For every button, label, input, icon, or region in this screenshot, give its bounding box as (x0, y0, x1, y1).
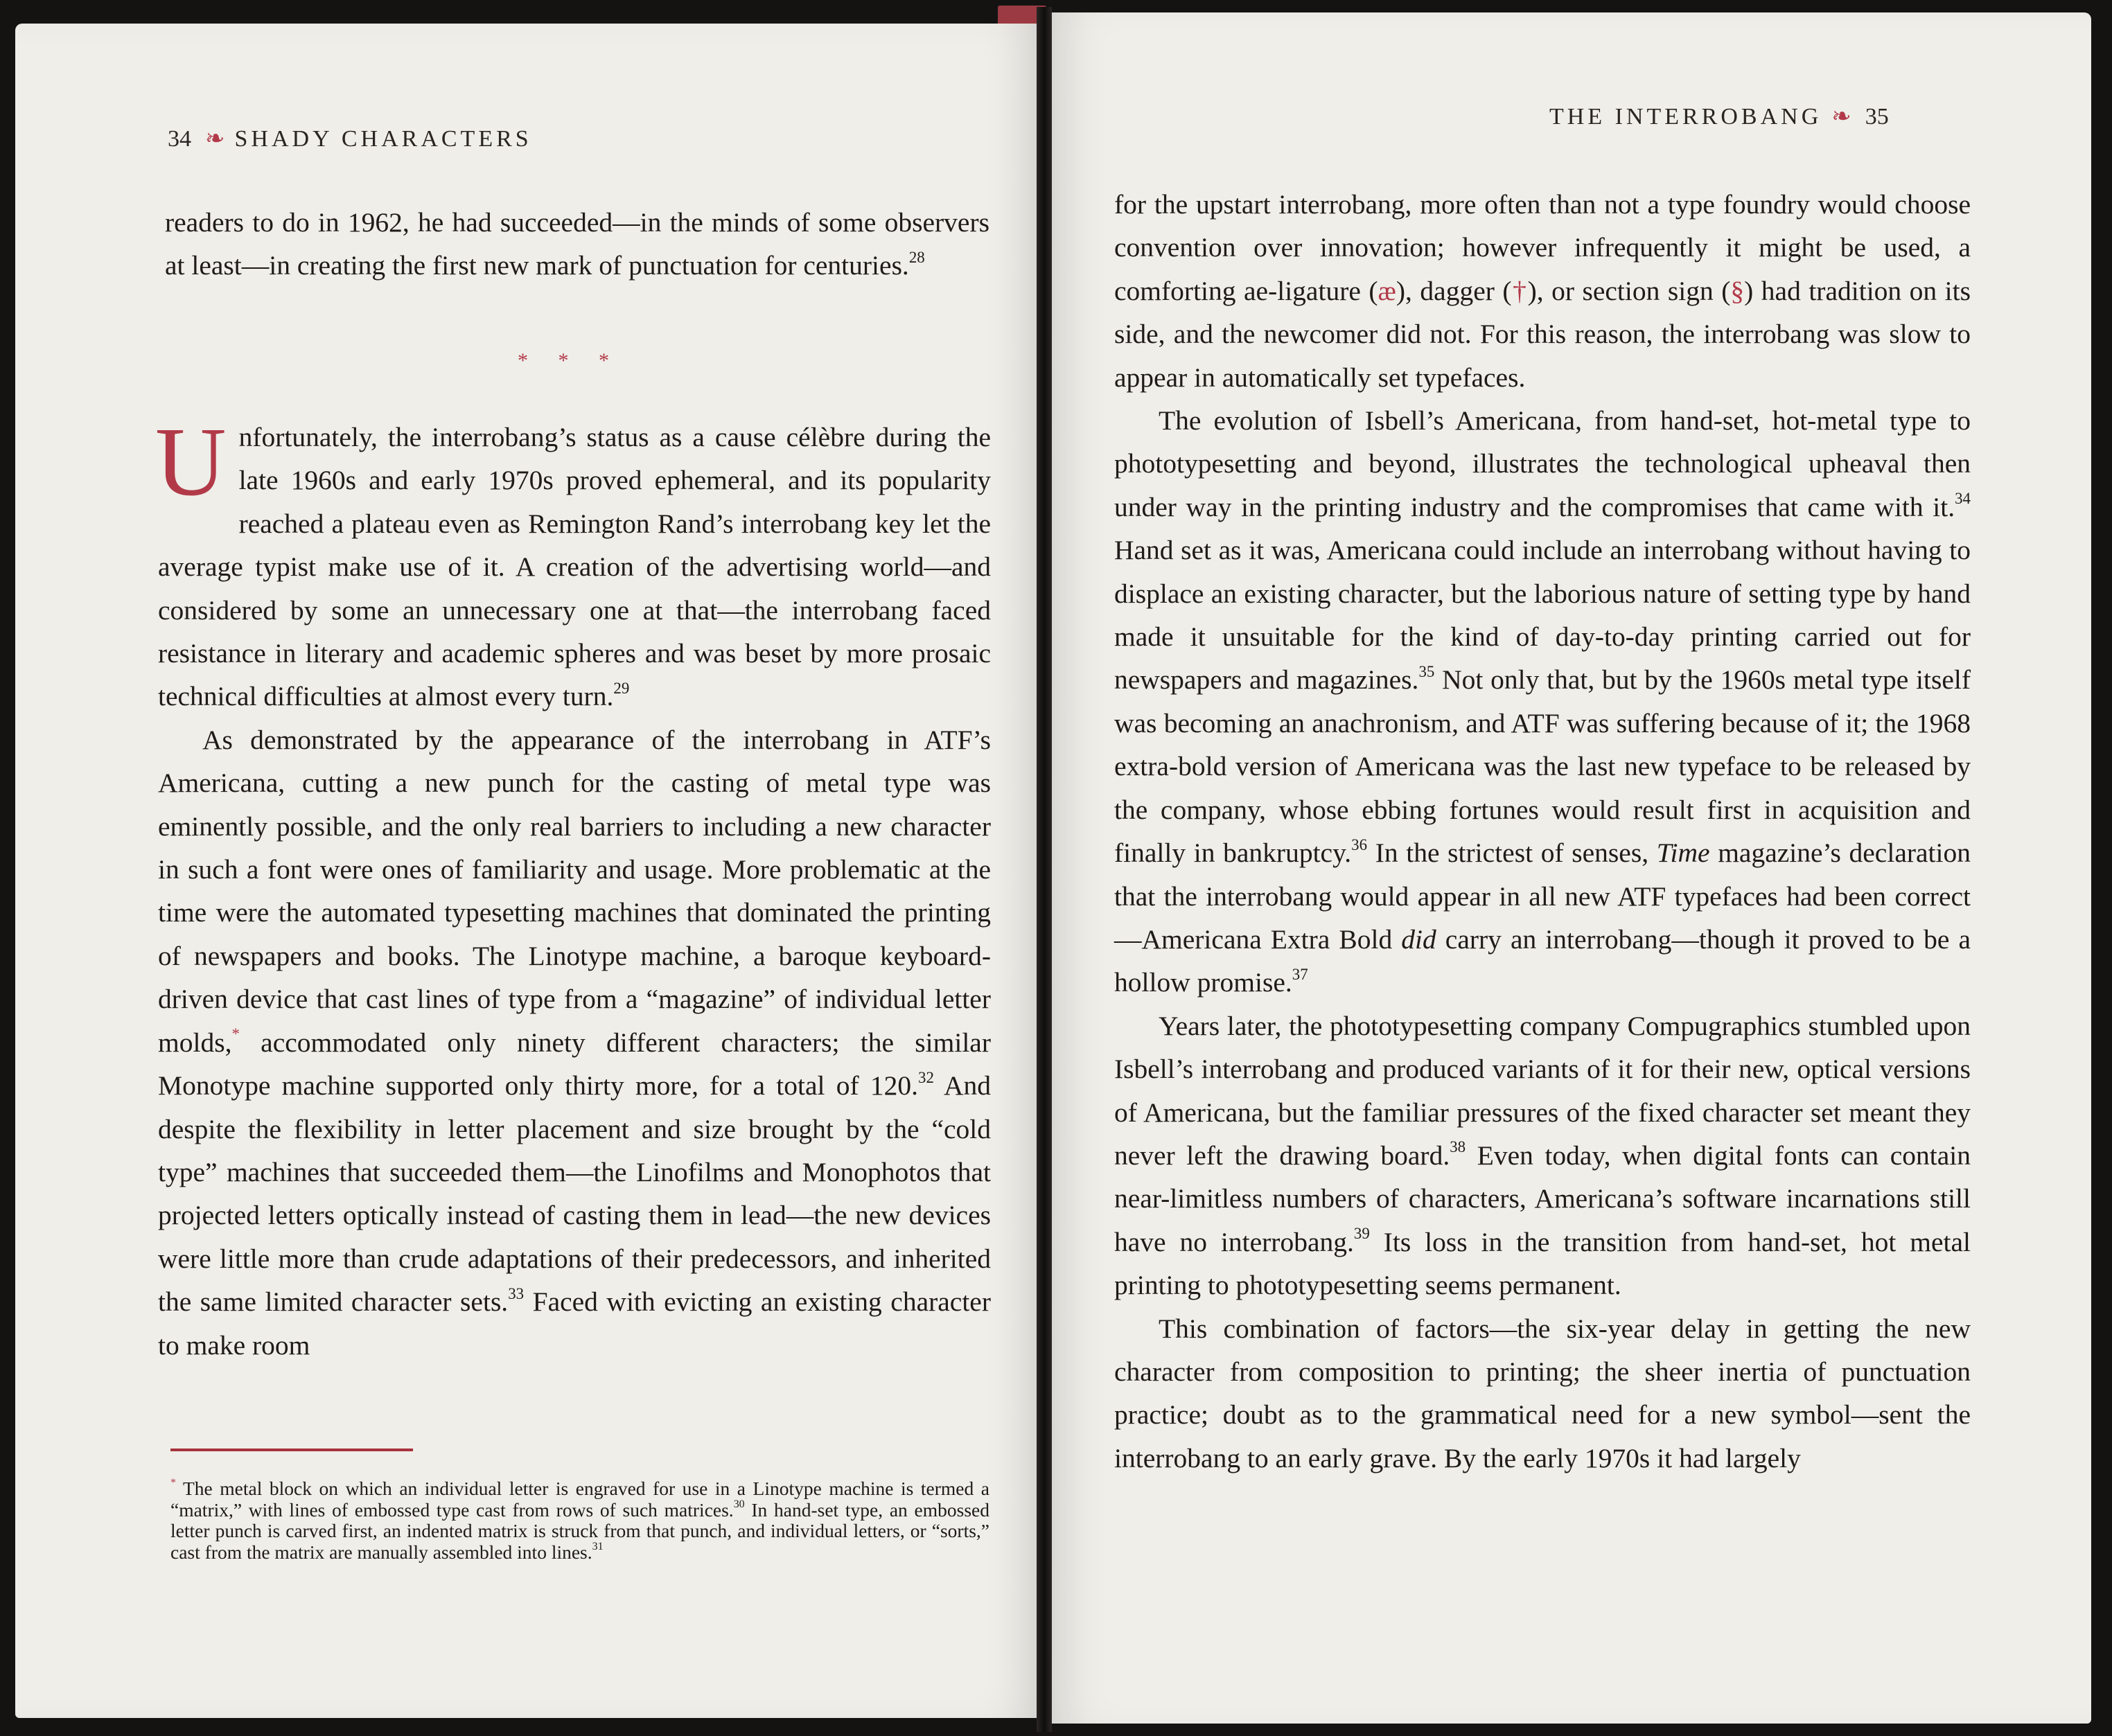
paragraph-text: accommodated only ninety different characters; the similar Monotype machine supported only thirty more, for a total of 120. (158, 1027, 991, 1101)
left-page (15, 24, 1048, 1718)
fleuron-icon: ❧ (1831, 104, 1851, 130)
paragraph-text: Its loss in the transition from hand-set, hot metal printing to phototypesetting seems permanent. (1114, 1226, 1971, 1301)
drop-cap: U (155, 407, 227, 516)
note-ref: 29 (613, 679, 630, 697)
paragraph-text: magazine’s declaration that the interrobang would appear in all new ATF typefaces had been correct—Americana Extra Bold (1114, 838, 1971, 955)
paragraph-text: And despite the flexibility in letter placement and size brought by the “cold type” machines that succeeded them—the Linofilms and Monophotos that projected letters optically instead of casting them in lead—the new devices were little more than crude adaptations of their predecessors, and inherited the same limited character sets. (158, 1070, 991, 1318)
paragraph-text: for the upstart interrobang, more often than not a type foundry would choose convention over innovation; however infrequently it might be used, a comforting ae-ligature ( (1114, 189, 1971, 306)
note-ref: 28 (908, 248, 925, 266)
paragraph-text: Years later, the phototypesetting company Compugraphics stumbled upon Isbell’s interrobang and produced variants of it for their new, optical versions of Americana, but the familiar pressures of the fixed character set meant they never left the drawing board. (1114, 1010, 1971, 1171)
paragraph (155, 407, 991, 718)
paragraph-text: carry an interrobang—though it proved to be a hollow promise. (1114, 923, 1971, 998)
footnote-marker: * (170, 1477, 176, 1489)
italic-did: did (1401, 923, 1436, 955)
paragraph-text: Even today, when digital fonts can contain near-limitless numbers of characters, Americana’s software incarnations still have no interrobang. (1114, 1140, 1971, 1257)
paragraph-text: Hand set as it was, Americana could include an interrobang without having to displace an existing character, but the laborious nature of setting type by hand made it unsuitable for the kind of day-to-day printing carried out for newspapers and magazines. (1114, 535, 1971, 696)
note-ref: 36 (1351, 835, 1368, 853)
footnote-text: In hand-set type, an embossed letter punch is carved first, an indented matrix is struck from that punch, and individual letters, or “sorts,” cast from the matrix are manually assembled into lines. (170, 1498, 989, 1563)
footnote-text: The metal block on which an individual letter is engraved for use in a Linotype machine is termed a “matrix,” with lines of embossed type cast from rows of such matrices. (170, 1478, 989, 1521)
note-ref: 38 (1450, 1138, 1466, 1156)
right-page (1044, 12, 2091, 1724)
paragraph (158, 718, 991, 1367)
left-running-head (164, 125, 532, 152)
dagger-glyph: † (1511, 275, 1528, 306)
paragraph (1114, 1004, 1971, 1307)
footnote-rule (170, 1449, 413, 1451)
running-title: THE INTERROBANG (1549, 104, 1822, 130)
note-ref: 37 (1292, 965, 1308, 983)
ae-ligature-glyph: æ (1378, 275, 1396, 306)
footnote (170, 1478, 989, 1563)
paragraph (1114, 399, 1971, 1004)
page-number: 35 (1865, 104, 1889, 130)
paragraph-text: In the strictest of senses, (1367, 838, 1657, 869)
section-break: * * * (518, 349, 622, 372)
note-ref: 33 (508, 1284, 525, 1302)
right-running-head (1549, 103, 1893, 130)
paragraph-text: ), dagger ( (1396, 275, 1512, 306)
italic-time: Time (1656, 838, 1710, 869)
paragraph-text: Not only that, but by the 1960s metal type itself was becoming an anachronism, and ATF was suffering because of it; the 1968 extra-bold version of Americana was the last new typeface to be released by the company, whose ebbing fortunes would result first in acquisition and finally in bankruptcy. (1114, 664, 1971, 869)
paragraph-text: Faced with evicting an existing character to make room (158, 1286, 991, 1361)
paragraph-text: As demonstrated by the appearance of the interrobang in ATF’s Americana, cutting a new punch for the casting of metal type was eminently possible, and the only real barriers to including a new character in such a font were ones of familiarity and usage. More problematic at the time were the automated typesetting machines that dominated the printing of newspapers and books. The Linotype machine, a baroque keyboard-driven device that cast lines of type from a “magazine” of individual letter molds, (158, 724, 991, 1058)
note-ref: 35 (1418, 662, 1435, 680)
paragraph (1114, 1307, 1971, 1480)
note-ref: 32 (918, 1068, 934, 1086)
paragraph-text: This combination of factors—the six-year delay in getting the new character from composition to printing; the sheer inertia of punctuation practice; doubt as to the grammatical need for a new symbol—sent the interrobang to an early grave. By the early 1970s it had largely (1114, 1313, 1971, 1473)
paragraph-text: ), or section sign ( (1527, 275, 1731, 306)
note-ref: 30 (733, 1498, 745, 1510)
paragraph-text: ) had tradition on its side, and the newcomer did not. For this reason, the interrobang was slow to appear in automatically set typefaces. (1114, 275, 1971, 393)
intro-paragraph (165, 201, 989, 287)
paragraph-text: nfortunately, the interrobang’s status as a cause célèbre during the late 1960s and early 1970s proved ephemeral, and its popularity reached a plateau even as Remington Rand’s interrobang key let the average typist make use of it. A creation of the advertising world—and considered by some an unnecessary one at that—the interrobang faced resistance in literary and academic spheres and was beset by more prosaic technical difficulties at almost every turn. (158, 422, 991, 712)
paragraph-text: The evolution of Isbell’s Americana, from hand-set, hot-metal type to phototypesetting and beyond, illustrates the technological upheaval then under way in the printing industry and the compromises that came with it. (1114, 405, 1971, 522)
footnote-marker: * (231, 1025, 240, 1043)
page-number: 34 (168, 126, 191, 152)
body-text-right (1114, 183, 1971, 1480)
fleuron-icon: ❧ (205, 126, 225, 152)
book-gutter (1037, 7, 1052, 1732)
section-sign-glyph: § (1730, 275, 1745, 306)
running-title: SHADY CHARACTERS (234, 126, 532, 152)
body-text-left (155, 407, 991, 1367)
note-ref: 39 (1353, 1225, 1370, 1243)
note-ref: 34 (1955, 490, 1971, 508)
intro-text: readers to do in 1962, he had succeeded—in the minds of some observers at least—in creating the first new mark of punctuation for centuries. (165, 207, 989, 281)
paragraph (1114, 183, 1971, 399)
note-ref: 31 (592, 1540, 604, 1552)
